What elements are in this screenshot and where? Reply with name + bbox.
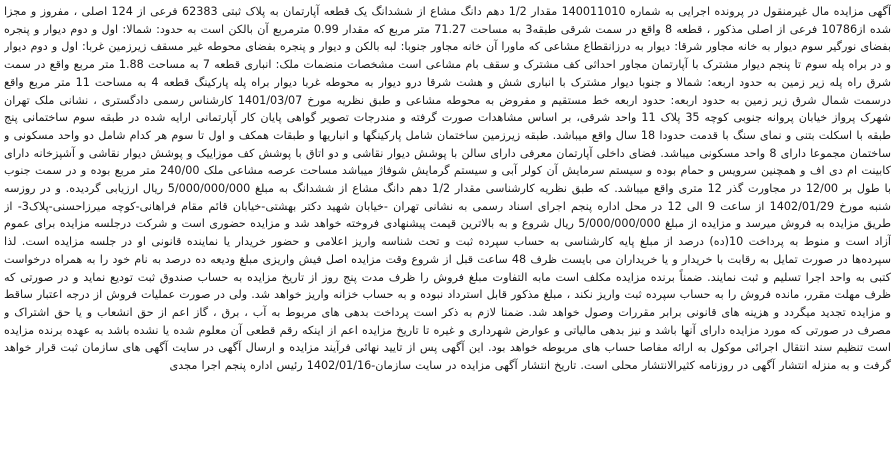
notice-body-text: آگهی مزایده مال غیرمنقول در پرونده اجرایی به شماره 140011010 مقدار 1/2 دهم دانگ مشاع از ششدانگ یک قطعه آپارتمان به پلاک ثبتی 62383 فرعی از 124 اصلی ، مفروز و مجزا شده از10786 فرعی از اصلی مذکور ، قطعه 8 واقع در سمت شرقی طبقه3 به مساحت 71.27 متر مربع که مقدار 0.99 مترمربع آن بالکن است به حدود: شمالا: اول و دوم دیوار و پنجره بفضای نورگیر سوم دیوار به خانه مجاور شرقا: دیوار به درزانقطاع مشاعی که ماورا آن خانه مجاور جنوبا: لبه بالکن و دیوار و پنجره بفضای محوطه غیر مسقف زیرزمین غربا: اول و دوم دیوار و در براه پله سوم تا پنجم دیوار مشترک با آپارتمان مجاور احداثی کف مشترک و سقف بام مشاعی است مشخصات منضمات ملک: انباری قطعه 7 به مساحت 1.88 متر مربع واقع در سمت شرق راه پله زیر زمین به حدود اربعه: شمالا و جنوبا دیوار مشترک با انباری شش و هشت شرقا درو دیوار به محوطه غربا دیوار براه پله پارکینگ قطعه 4 به مساحت 11 متر مربع واقع درسمت شمال شرق زیر زمین به حدود اربعه: حدود اربعه خط مستقیم و مفروض به محوطه مشاعی و طبق نظریه مورخ 1401/03/07 کارشناس رسمی دادگستری ، نشانی ملک تهران شهرک پرواز خیابان پروانه جنوبی کوچه 35 پلاک 11 واحد شرقی، بر اساس مشاهدات صورت گرفته و مندرجات تصویر گواهی پایان کار آپارتمانی ارایه شده در طبقه سوم ساختمانی پنج طبقه با اسکلت بتنی و نمای سنگ با قدمت حدودا 18 سال واقع میباشد. طبقه زیرزمین ساختمان شامل پارکینگها و انباریها و طبقات همکف و اول تا سوم هر کدام شامل دو واحد مسکونی و ساختمان مجموعا دارای 8 واحد مسکونی میباشد. فضای داخلی آپارتمان معرفی دارای سالن با پوشش دیوار نقاشی و دو اتاق با پوشش کف موزاییک و پوشش دیوار نقاشی و آشپزخانه دارای کابینت ام دی اف و همچنین سرویس و حمام بوده و سیستم سرمایش آن کولر آبی و سیستم گرمایش شوفاژ میباشد مساحت عرصه مشاعی ملک 240/00 متر مربع بوده و در سمت جنوب با طول بر 12/00 در مجاورت گذر 12 متری واقع میباشد. که طبق نظریه کارشناسی مقدار 1/2 دهم دانگ مشاع از ششدانگ به مبلغ 5/000/000/000 ریال ارزیابی گردیده. و در روزسه شنبه مورخ 1402/01/29 از ساعت 9 الی 12 در محل اداره پنجم اجرای اسناد رسمی به نشانی تهران -خیابان شهید دکتر بهشتی-خیابان قائم مقام فراهانی-کوچه میرزاحسنی-پلاک3- از طریق مزایده به فروش میرسد و مزایده از مبلغ 5/000/000/000 ریال شروع و به بالاترین قیمت پیشنهادی فروخته خواهد شد و مزایده حضوری است و شرکت درجلسه مزایده برای عموم آزاد است و منوط به پرداخت 10(ده) درصد از مبلغ پایه کارشناسی به حساب سپرده ثبت و تحت شناسه واریز اعلامی و حضور خریدار یا نماینده قانونی او در جلسه مزایده است. لذا سپرده‌ها در صورت تمایل به رقابت با خریدار و یا خریداران می بایست ظرف 48 ساعت قبل از شروع وقت مزایده اصل فیش واریزی مبلغ ودیعه ده درصد به نام خود را به همراه درخواست کتبی به واحد اجرا تسلیم و ثبت نمایند. ضمناً برنده مزایده مکلف است مابه التفاوت مبلغ فروش را ظرف مدت پنج روز از تاریخ مزایده به حساب صندوق ثبت تودیع نماید و در صورتی که ظرف مهلت مقرر، مانده فروش را به حساب سپرده ثبت واریز نکند ، مبلغ مذکور قابل استرداد نبوده و به حساب خزانه واریز خواهد شد. ولی در صورت عملیات فروش از درجه اعتبار ساقط و مزایده تجدید میگردد و هزینه های قانونی برابر مقررات وصول خواهد شد. ضمنا لازم به ذکر است پرداخت بدهی های مربوط به آب ، برق ، گاز اعم از حق انشعاب و یا حق اشتراک و مصرف در صورتی که مورد مزایده دارای آنها باشد و نیز بدهی مالیاتی و عوارض شهرداری و غیره تا تاریخ مزایده اعم از اینکه رقم قطعی آن معلوم شده یا نشده باشد به عهده برنده مزایده است تنظیم سند انتقال اجرائی موکول به ارائه مفاصا حساب های مربوطه خواهد بود. این آگهی پس از تایید نهائی فرآیند مزایده و ارسال آگهی در سایت آگهی های سازمان ثبت قرار خواهد گرفت و به منزله انتشار آگهی در روزنامه کثیرالانتشار محلی است. تاریخ انتشار آگهی مزایده در سایت سازمان-1402/01/16 رئیس اداره پنجم اجرا مجدی <box>4 5 891 373</box>
auction-notice <box>4 3 891 447</box>
